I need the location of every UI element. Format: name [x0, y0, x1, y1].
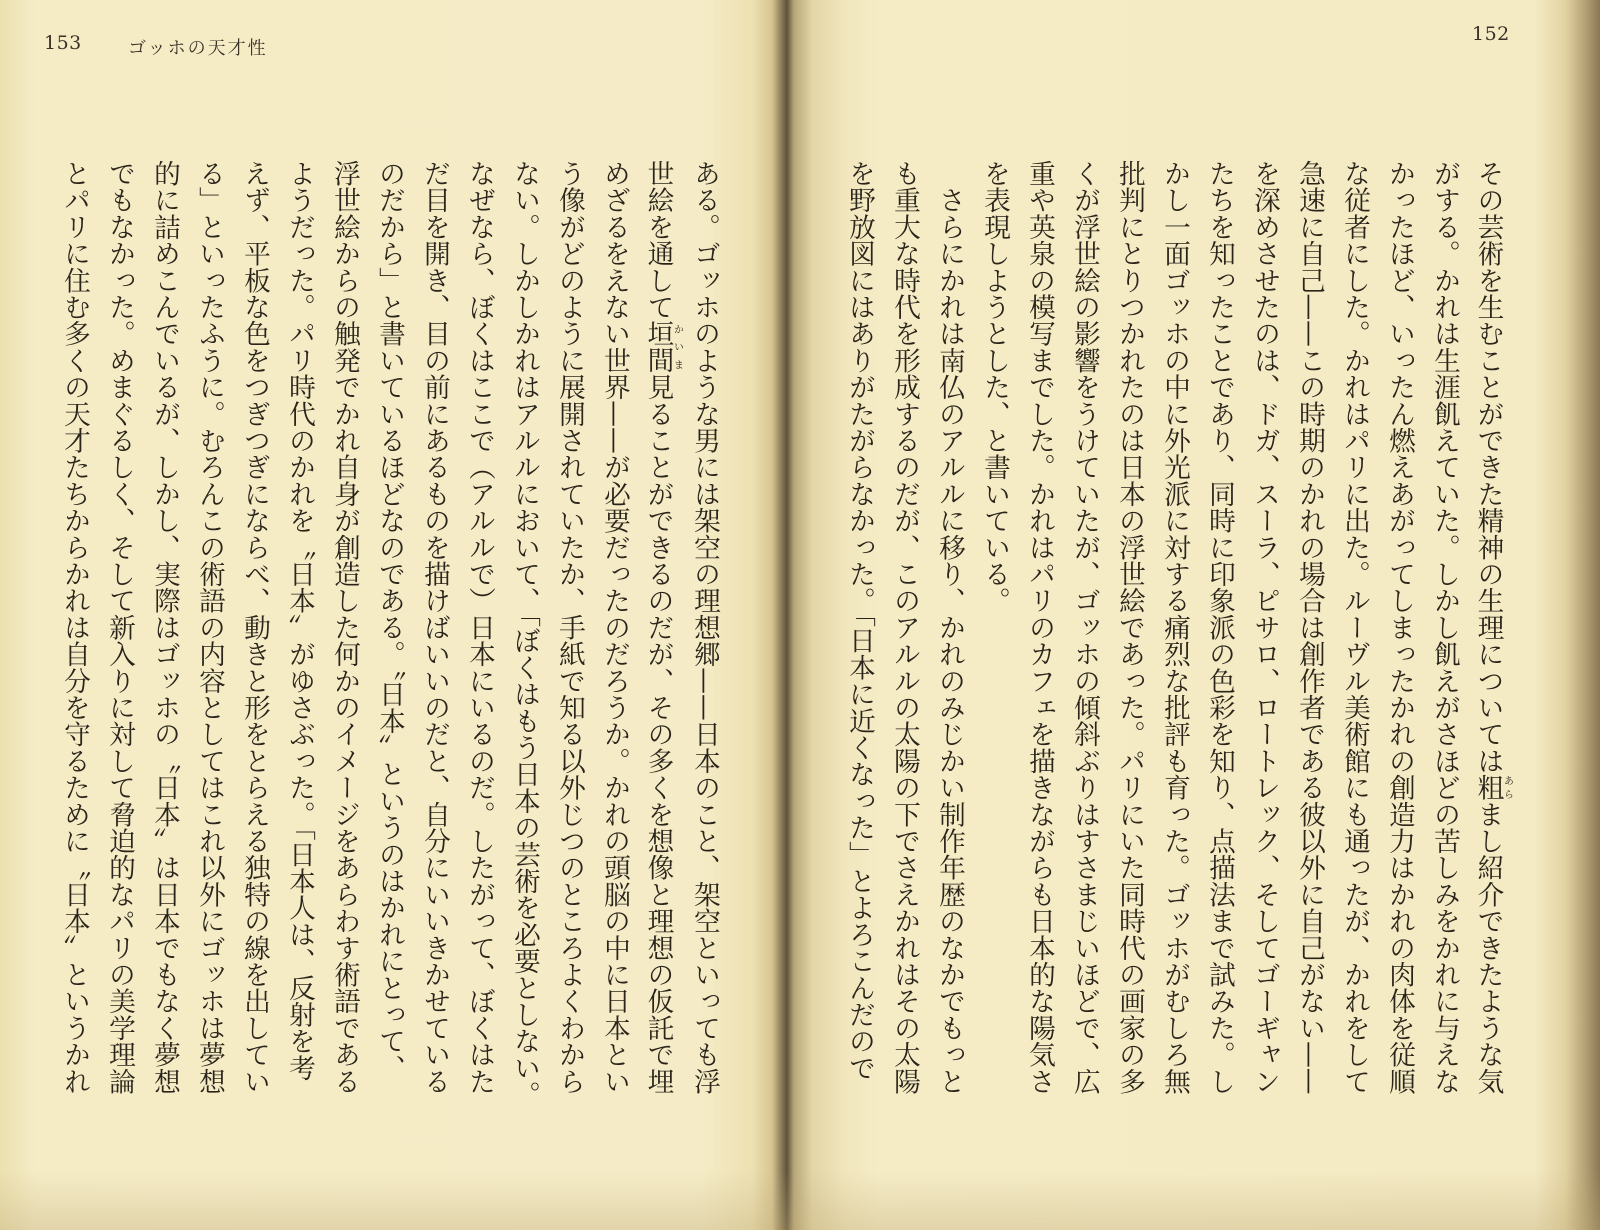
text-column: のだから」と書いているほどなのである。〝日本〟というのはかれにとって、 — [374, 160, 405, 1082]
text-column: くが浮世絵の影響をうけていたが、ゴッホの傾斜ぶりはすさまじいほどで、広 — [1069, 160, 1100, 1095]
right-page-body — [837, 160, 1512, 1120]
text-column: がする。かれは生涯飢えていた。しかし飢えがさほどの苦しみをかれに与えな — [1429, 160, 1460, 1095]
text-column: めざるをえない世界——が必要だったのだろうか。かれの頭脳の中に日本とい — [599, 160, 630, 1095]
column-text: 見ることができるのだが、その多くを想像と理想の仮託で埋 — [642, 373, 674, 1095]
text-column: う像がどのように展開されていたか、手紙で知る以外じつのところよくわから — [554, 160, 585, 1095]
ruby-base: 垣間 — [642, 320, 674, 374]
text-column: 急速に自己——この時期のかれの場合は創作者である彼以外に自己がない—— — [1294, 160, 1325, 1095]
text-column: な従者にした。かれはパリに出た。ルーヴル美術館にも通ったが、かれをして — [1339, 160, 1370, 1095]
ruby-reading: あら — [1501, 774, 1513, 801]
left-page-body — [52, 160, 727, 1120]
text-column: ようだった。パリ時代のかれを〝日本〟がゆさぶった。「日本人は、反射を考 — [284, 160, 315, 1082]
text-column: えず、平板な色をつぎつぎにならべ、動きと形をとらえる独特の線を出してい — [239, 160, 270, 1095]
text-column: 浮世絵からの触発でかれ自身が創造した何かのイメージをあらわす術語である — [329, 160, 360, 1095]
text-column: も重大な時代を形成するのだが、このアルルの太陽の下でさえかれはその太陽 — [889, 160, 920, 1095]
right-page-number: 152 — [1472, 23, 1510, 45]
text-column: なぜなら、ぼくはここで（アルルで）日本にいるのだ。したがって、ぼくはた — [464, 160, 495, 1095]
text-column: さらにかれは南仏のアルルに移り、かれのみじかい制作年歴のなかでもっと — [934, 160, 965, 1095]
ruby-annotation — [642, 320, 683, 374]
text-column: ない。しかしかれはアルルにおいて、「ぼくはもう日本の芸術を必要としない。 — [509, 160, 540, 1108]
text-column: 批判にとりつかれたのは日本の浮世絵であった。パリにいた同時代の画家の多 — [1114, 160, 1145, 1095]
running-head: ゴッホの天才性 — [128, 38, 268, 59]
text-column — [637, 160, 682, 1120]
ruby-annotation — [1472, 774, 1513, 801]
text-column: を表現しようとした、と書いている。 — [979, 160, 1010, 614]
text-column: ある。ゴッホのような男には架空の理想郷——日本のこと、架空といっても浮 — [689, 160, 720, 1095]
text-column — [1467, 160, 1512, 1120]
text-column: 重や英泉の模写までした。かれはパリのカフェを描きながらも日本的な陽気さ — [1024, 160, 1055, 1095]
column-text: まし紹介できたような気 — [1472, 800, 1504, 1095]
left-page-number: 153 — [44, 32, 82, 54]
text-column: かったほど、いったん燃えあがってしまったかれの創造力はかれの肉体を従順 — [1384, 160, 1415, 1095]
ruby-reading: かいま — [671, 320, 683, 374]
text-column: たちを知ったことであり、同時に印象派の色彩を知り、点描法まで試みた。し — [1204, 160, 1235, 1095]
text-column: でもなかった。めまぐるしく、そして新入りに対して脅迫的なパリの美学理論 — [104, 160, 135, 1095]
text-column: だ目を開き、目の前にあるものを描けばいいのだと、自分にいいきかせている — [419, 160, 450, 1095]
column-text: 世絵を通して — [642, 160, 674, 321]
text-column: とパリに住む多くの天才たちからかれは自分を守るために〝日本〟というかれ — [59, 160, 90, 1095]
text-column: を野放図にはありがたがらなかった。「日本に近くなった」とよろこんだので — [844, 160, 875, 1082]
ruby-base: 粗 — [1472, 774, 1504, 801]
text-column: る」といったふうに。むろんこの術語の内容としてはこれ以外にゴッホは夢想 — [194, 160, 225, 1095]
text-column: 的に詰めこんでいるが、しかし、実際はゴッホの〝日本〟は日本でもなく夢想 — [149, 160, 180, 1095]
text-column: かし一面ゴッホの中に外光派に対する痛烈な批評も育った。ゴッホがむしろ無 — [1159, 160, 1190, 1095]
text-column: を深めさせたのは、ドガ、スーラ、ピサロ、ロートレック、そしてゴーギャン — [1249, 160, 1280, 1095]
page-bottom-shadow — [0, 1170, 1600, 1230]
column-text: その芸術を生むことができた精神の生理については — [1472, 160, 1504, 775]
